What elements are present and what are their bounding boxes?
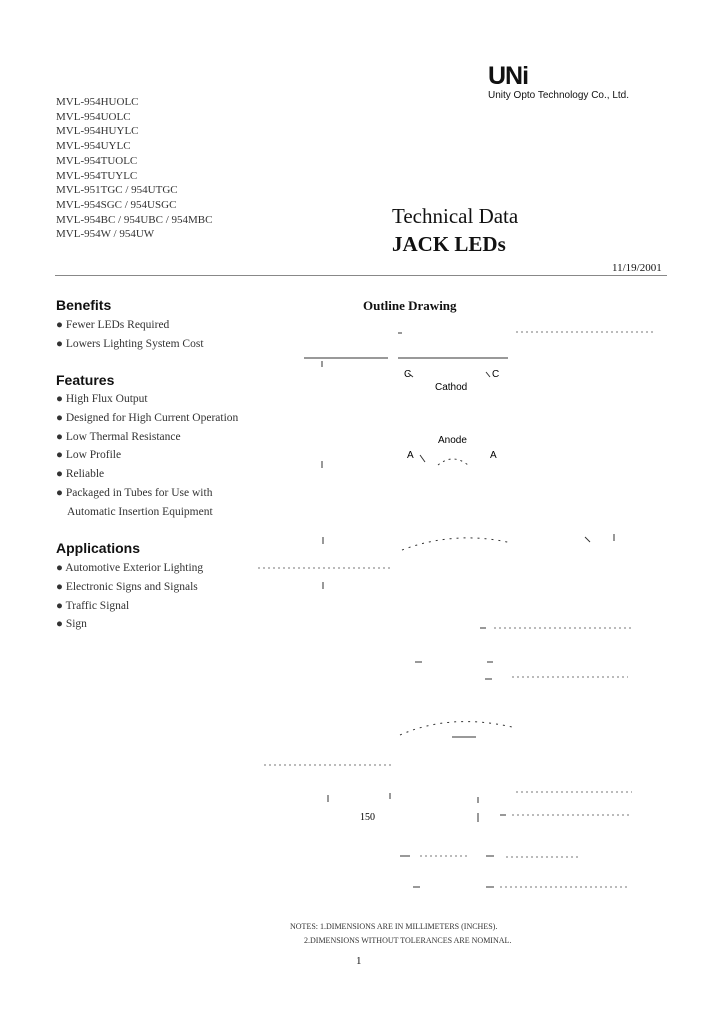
benefits-heading: Benefits	[56, 297, 112, 313]
lens-outline	[402, 538, 512, 550]
list-item: ● Low Profile	[56, 449, 122, 462]
model-item: MVL-954TUYLC	[56, 169, 138, 182]
drawing-line	[585, 537, 590, 542]
document-date: 11/19/2001	[612, 262, 662, 274]
list-item-continuation	[56, 503, 238, 522]
features-heading: Features	[56, 372, 115, 388]
list-item-text: Sign	[65, 618, 87, 631]
applications-list	[56, 559, 203, 634]
model-item: MVL-954W / 954UW	[56, 228, 155, 241]
cathode-c-left: C	[404, 369, 412, 380]
model-item: MVL-951TGC / 954UTGC	[56, 184, 178, 197]
list-item-text: Low Profile	[65, 449, 122, 462]
anode-arc	[438, 459, 468, 465]
list-item-text: Automotive Exterior Lighting	[65, 562, 204, 574]
note-line: 2.DIMENSIONS WITHOUT TOLERANCES ARE NOMINAL.	[304, 936, 512, 945]
cathode-label: Cathod	[435, 382, 468, 393]
applications-heading: Applications	[56, 540, 141, 556]
note-line: NOTES: 1.DIMENSIONS ARE IN MILLIMETERS (INCHES).	[290, 922, 498, 931]
list-item: ● Reliable	[56, 468, 105, 481]
model-item: MVL-954TUOLC	[56, 154, 138, 167]
list-item: ● Electronic Signs and Signals	[56, 580, 198, 593]
anode-label: Anode	[438, 435, 467, 446]
list-item-text: Electronic Signs and Signals	[65, 580, 198, 593]
cathode-c-right: C	[492, 369, 500, 380]
outline-drawing-heading: Outline Drawing	[363, 298, 457, 313]
header-divider	[55, 275, 667, 276]
drawing-line	[420, 455, 425, 462]
model-item: MVL-954UYLC	[56, 140, 131, 153]
list-item: ● High Flux Output	[56, 393, 148, 405]
model-item: MVL-954HUYLC	[56, 125, 139, 138]
list-item-text: High Flux Output	[65, 393, 148, 405]
features-list	[56, 390, 238, 522]
list-item-text: Lowers Lighting System Cost	[65, 337, 204, 350]
outline-drawing	[250, 315, 670, 900]
list-item: ● Traffic Signal	[56, 599, 130, 612]
page-number: 1	[356, 955, 362, 967]
list-item: ● Lowers Lighting System Cost	[56, 337, 204, 350]
list-item-text: Traffic Signal	[65, 599, 130, 612]
list-item: ● Designed for High Current Operation	[56, 411, 239, 424]
model-list	[56, 95, 212, 242]
model-item: MVL-954HUOLC	[56, 96, 139, 108]
company-name: Unity Opto Technology Co., Ltd.	[488, 90, 630, 101]
model-item: MVL-954BC / 954UBC / 954MBC	[56, 213, 213, 226]
anode-a-right: A	[490, 450, 497, 461]
list-item-text: Packaged in Tubes for Use with	[65, 486, 213, 499]
drawing-line	[486, 372, 490, 377]
drawing-notes	[290, 920, 511, 948]
list-item-text: Reliable	[65, 468, 105, 481]
benefits-list	[56, 316, 204, 354]
company-logo: UNi	[488, 62, 529, 90]
model-item: MVL-954SGC / 954USGC	[56, 198, 177, 211]
list-item-text: Low Thermal Resistance	[65, 430, 181, 443]
list-item-text: Automatic Insertion Equipment	[67, 505, 213, 518]
list-item: ● Packaged in Tubes for Use with	[56, 486, 213, 499]
model-item: MVL-954UOLC	[56, 110, 131, 123]
list-item: ● Low Thermal Resistance	[56, 430, 181, 443]
list-item: ● Sign	[56, 618, 87, 631]
list-item-text: Designed for High Current Operation	[65, 411, 239, 424]
list-item-text: Fewer LEDs Required	[65, 319, 170, 331]
lens-outline	[400, 722, 512, 735]
dimension-label: 150	[360, 812, 375, 823]
list-item: ● Automotive Exterior Lighting	[56, 562, 204, 574]
document-subtitle: JACK LEDs	[392, 232, 506, 256]
anode-a-left: A	[407, 450, 414, 461]
document-title: Technical Data	[392, 204, 519, 228]
list-item: ● Fewer LEDs Required	[56, 319, 170, 331]
